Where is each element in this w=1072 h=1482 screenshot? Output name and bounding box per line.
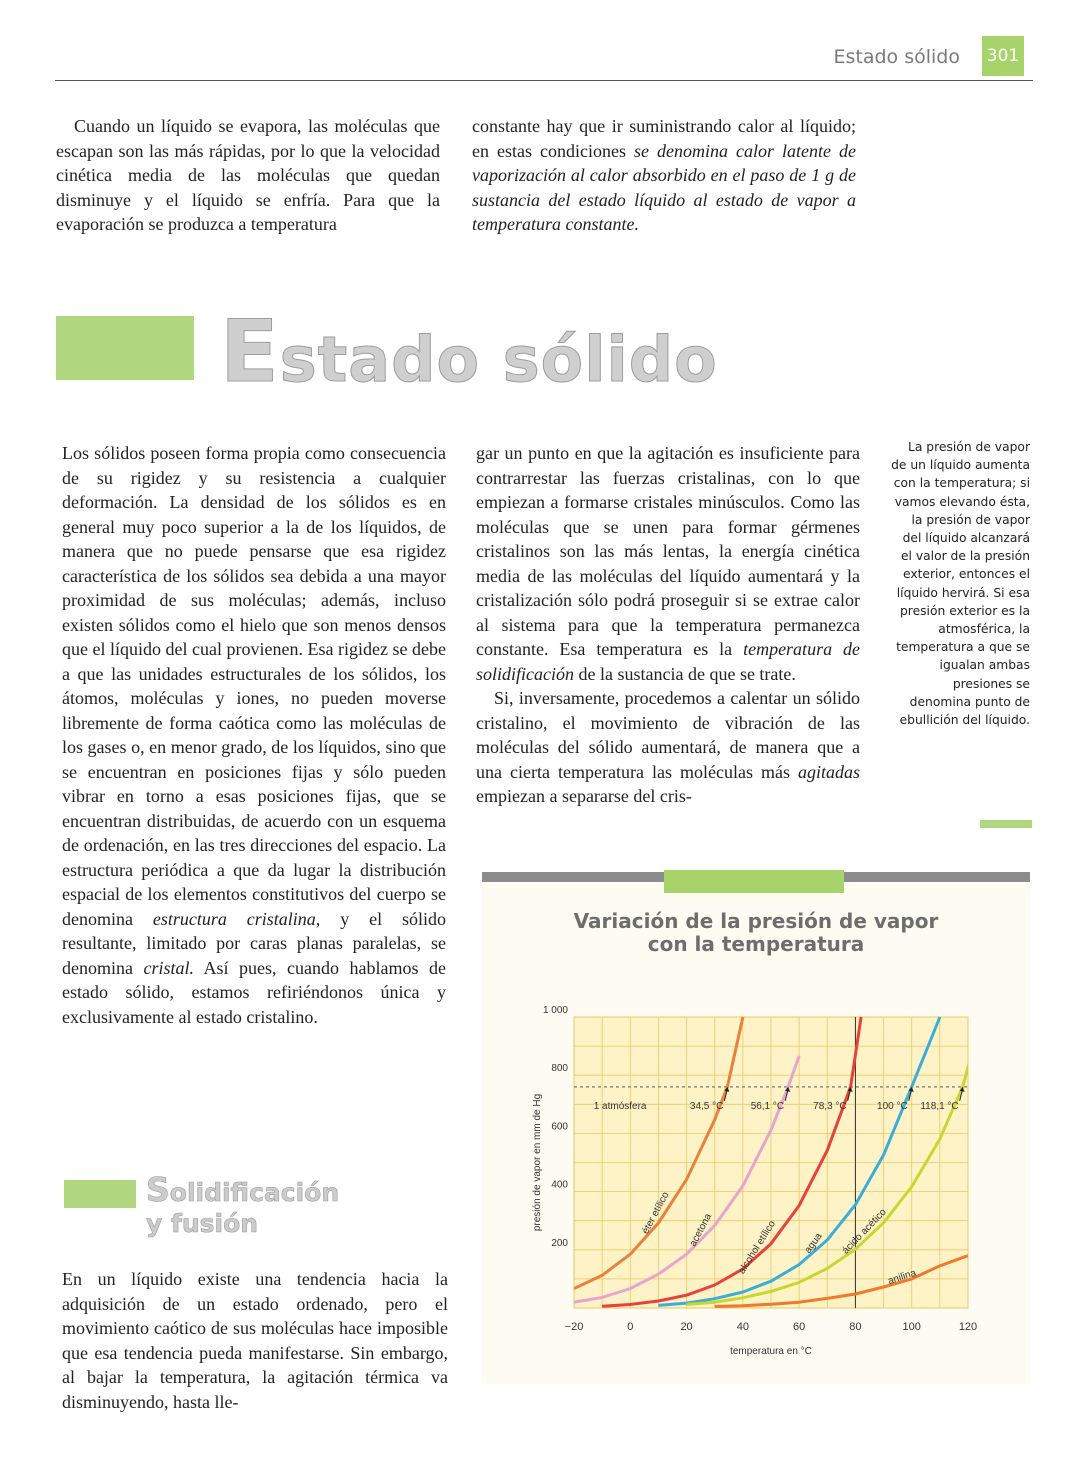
definition-latent-heat: se denomina calor latente de vaporización al calor absorbido en el paso de 1 g de sustancia del estado líquido al estado de vapor a temperatura constante.: [472, 140, 857, 234]
series-label: anilina: [886, 1267, 918, 1288]
running-header: Estado sólido: [833, 46, 960, 68]
boiling-point-label: 100 °C: [877, 1100, 908, 1112]
y-tick-label: 600: [551, 1121, 568, 1133]
subsection-initial: S: [146, 1170, 170, 1209]
subsection-title: [146, 1170, 340, 1239]
intro-right-text: constante hay que ir suministrando calor al líquido; en estas condiciones: [472, 116, 856, 161]
x-tick-label: 80: [849, 1321, 862, 1333]
intro-line: quedan disminuye y el líquido se enfría. Para: [56, 165, 441, 210]
body-text: gar un punto en que la agitación es insuficiente para contrarrestar las fuerzas cristalinas, con lo que empiezan a formarse cristales minúsculos. Como las moléculas que se unen para formar gérmenes cristalinos son las más lentas, la energía cinética media de las moléculas del líquido aumentará y la cristalización sólo podrá proseguir si se extrae calor al sistema para que la temperatura permanezca constante. Esa temperatura es la: [476, 443, 860, 659]
x-tick-label: −20: [564, 1321, 584, 1333]
vapor-pressure-chart: [482, 882, 1030, 1384]
term-crystal: cristal.: [143, 957, 195, 978]
series-label: acetona: [687, 1211, 715, 1249]
y-axis-label: presión de vapor en mm de Hg: [532, 1093, 543, 1232]
subsection-line2: y fusión: [146, 1209, 259, 1238]
chart-top-bar: [844, 872, 1030, 882]
series-label: agua: [802, 1231, 825, 1256]
series-label: alcohol etílico: [736, 1218, 778, 1277]
x-tick-label: 0: [627, 1321, 634, 1333]
boiling-point-label: 118,1 °C: [920, 1100, 959, 1112]
page-number: 301: [982, 36, 1024, 76]
x-tick-label: 40: [736, 1321, 749, 1333]
intro-line: que la evaporación se produzca a temperatura: [56, 189, 441, 234]
chart-title-line1: Variación de la presión de vapor: [573, 909, 939, 933]
section-title-block: [56, 316, 194, 380]
x-tick-label: 20: [680, 1321, 693, 1333]
side-note-bar: [980, 820, 1032, 828]
subsection-paragraph-column: [62, 1267, 448, 1414]
term-solidification-temp: temperatura de solidificación: [476, 639, 860, 684]
chart-title-line2: con la temperatura: [647, 932, 865, 956]
body-text: Si, inversamente, procedemos a calentar un sólido cristalino, el movimiento de vibración de las moléculas del sólido aumentará, de manera que a una cierta temperatura las moléculas más: [476, 688, 860, 782]
body-text: Los sólidos poseen forma propia como consecuencia de su rigidez y su resistencia a cualquier deformación. La densidad de los sólidos es en general muy poco superior a la de los líquidos, de manera que no puede pensarse que esa rigidez característica de los sólidos sea debida a una mayor proximidad de sus moléculas; además, incluso existen sólidos como el hielo que son menos densos que el líquido del cual provienen. Esa rigidez se debe a que las unidades estructurales de los sólidos, los átomos, moléculas y iones, no pueden moverse libremente de forma caótica como las moléculas de los gases o, en menor grado, de los líquidos, sino que se encuentran en posiciones fijas y sólo pueden vibrar en torno a esas posiciones fijas, que se encuentran distribuidas, de acuerdo con un esquema de ordenación, en las tres direcciones del espacio. La estructura periódica a que da lugar la distribución espacial de los elementos constitutivos del cuerpo se denomina: [62, 443, 446, 929]
body-left-column: [62, 441, 446, 1029]
series-label: éter etílico: [640, 1190, 672, 1237]
body-text: Así pues, cuando hablamos de estado sólido, estamos refiriéndonos única y exclusivamente al estado cristalino.: [62, 957, 447, 1027]
body-text: En un líquido existe una tendencia hacia la adquisición de un estado ordenado, pero el movimiento caótico de sus moléculas hace imposible que esa tendencia pueda manifestarse. Sin embargo, al bajar la temperatura, la agitación térmica va disminuyendo, hasta lle-: [62, 1269, 448, 1412]
intro-line: Cuando un líquido se evapora, las moléculas: [74, 116, 408, 136]
y-tick-label: 800: [551, 1063, 568, 1075]
boiling-point-label: 34,5 °C: [689, 1100, 724, 1112]
atmosphere-label: 1 atmósfera: [593, 1100, 647, 1112]
term-crystal-structure: estructura cristalina,: [152, 908, 321, 929]
section-title: [220, 302, 718, 402]
intro-left-column: [56, 114, 440, 237]
series-label: ácido acético: [840, 1206, 889, 1257]
x-axis-label: temperatura en °C: [730, 1346, 812, 1357]
intro-line: velocidad cinética media de las moléculas que: [56, 140, 440, 185]
body-right-column: [476, 441, 860, 809]
header-rule: [55, 80, 1033, 81]
boiling-point-label: 78,3 °C: [813, 1100, 847, 1112]
body-text: y el sólido resultante, limitado por caras planas paralelas, se denomina: [62, 908, 447, 978]
term-agitated: agitadas: [798, 761, 861, 782]
section-title-initial: E: [220, 302, 280, 402]
y-tick-label: 200: [551, 1237, 568, 1249]
x-tick-label: 100: [902, 1321, 921, 1333]
x-tick-label: 120: [958, 1321, 978, 1333]
intro-right-column: [472, 114, 856, 237]
boiling-point-label: 56,1 °C: [750, 1100, 785, 1112]
subsection-block: [64, 1180, 136, 1208]
y-tick-label: 400: [551, 1179, 568, 1191]
intro-line: que escapan son las más rápidas, por lo que la: [56, 116, 440, 161]
x-tick-label: 60: [793, 1321, 806, 1333]
body-text: empiezan a separarse del cris-: [476, 786, 692, 806]
subsection-line1: olidificación: [169, 1178, 340, 1207]
chart-top-bar: [482, 872, 668, 882]
body-text: de la sustancia de que se trate.: [578, 663, 796, 684]
y-tick-label: 1 000: [542, 1005, 568, 1016]
section-title-rest: stado sólido: [279, 323, 718, 396]
side-note: La presión de vapor de un líquido aumenta con la temperatura; si vamos elevando ésta, la presión de vapor del líquido alcanzará el valor de la presión exterior, entonces el líquido hervirá. Si esa presión exterior es la atmosférica, la temperatura a que se igualan ambas presiones se denomina punto de ebullición del líquido.: [891, 440, 1030, 728]
